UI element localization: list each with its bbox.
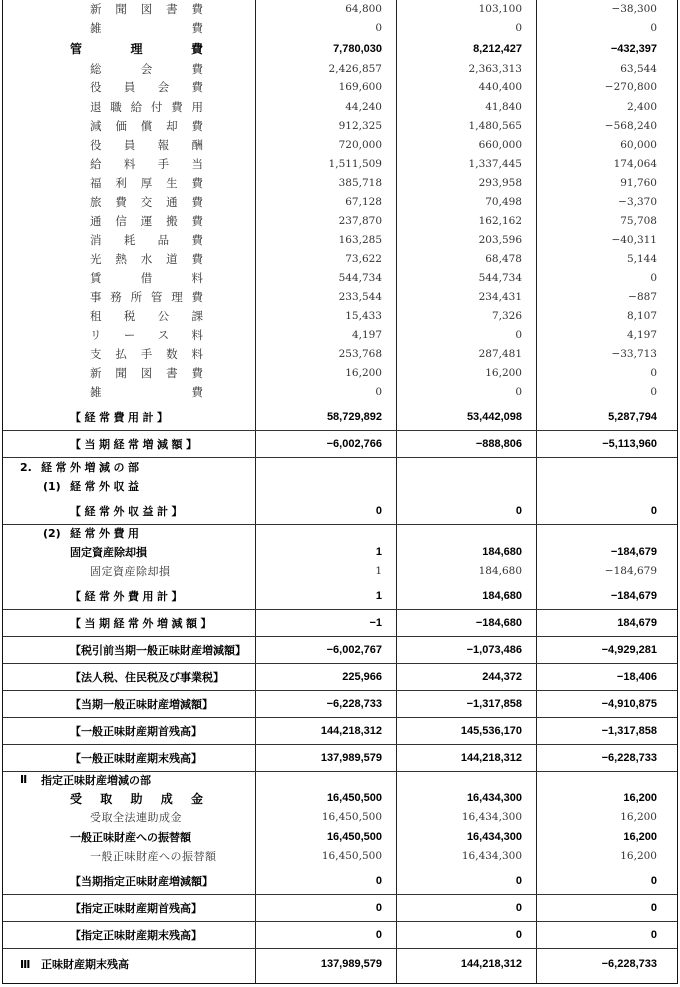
- row-label-cell: [3, 117, 255, 134]
- change-value: [536, 771, 677, 788]
- table-row: [3, 868, 677, 895]
- row-label-cell: [3, 20, 255, 36]
- row-label: 【経常費用計】: [70, 411, 172, 424]
- change-value: 0: [650, 385, 657, 398]
- change-value: −40,311: [611, 233, 657, 246]
- current-year-value: [255, 524, 396, 542]
- table-row: [3, 847, 677, 864]
- table-row: [3, 543, 677, 561]
- section-marker: Ⅲ: [20, 957, 31, 971]
- current-year-value: 1,511,509: [328, 157, 382, 170]
- table-row: [3, 404, 677, 431]
- change-value: 5,287,794: [608, 411, 657, 423]
- table-row: [3, 498, 677, 525]
- prior-year-value: 1,480,565: [468, 119, 522, 132]
- row-label: 正味財産期末残高: [41, 958, 129, 971]
- current-year-value: −6,228,733: [326, 698, 382, 710]
- row-label-cell: [3, 60, 255, 77]
- row-label-cell: [3, 155, 255, 172]
- row-label-cell: [3, 610, 255, 636]
- table-row: [3, 458, 677, 476]
- current-year-value: 169,600: [338, 81, 382, 93]
- change-value: −432,397: [610, 42, 657, 55]
- change-value: 91,760: [620, 176, 657, 189]
- table-row: [3, 60, 677, 77]
- table-row: [3, 136, 677, 153]
- row-label-cell: [3, 136, 255, 153]
- table-row: [3, 664, 677, 691]
- current-year-value: 225,966: [342, 671, 382, 683]
- row-label: 役 員 会 費: [90, 80, 203, 94]
- row-label-cell: [3, 431, 255, 457]
- change-value: −5,113,960: [602, 438, 657, 450]
- row-label-cell: [3, 543, 255, 561]
- prior-year-value: 234,431: [478, 290, 522, 303]
- row-label-cell: [3, 562, 255, 579]
- row-label-cell: [3, 922, 255, 948]
- table-row: [3, 583, 677, 610]
- change-value: −18,406: [616, 671, 657, 683]
- prior-year-value: 287,481: [478, 347, 522, 360]
- change-value: −4,929,281: [601, 644, 657, 656]
- row-label: 新 聞 図 書 費: [90, 2, 203, 16]
- change-value: [536, 477, 677, 495]
- prior-year-value: 0: [515, 328, 522, 341]
- table-row: [3, 98, 677, 115]
- change-value: 0: [650, 271, 657, 284]
- current-year-value: 0: [375, 385, 382, 398]
- current-year-value: 64,800: [345, 3, 382, 15]
- row-label: 一般正味財産への振替額: [90, 849, 217, 863]
- row-label: 固定資産除却損: [70, 546, 147, 559]
- current-year-value: 16,450,500: [326, 792, 382, 804]
- table-row: [3, 771, 677, 788]
- table-row: [3, 895, 677, 922]
- change-value: 16,200: [623, 831, 657, 843]
- change-value: 16,200: [623, 792, 657, 804]
- prior-year-value: 16,200: [485, 366, 522, 379]
- row-label-cell: [3, 789, 255, 807]
- row-label: 【当期経常増減額】: [70, 438, 201, 451]
- current-year-value: 16,200: [345, 366, 382, 379]
- current-year-value: 16,450,500: [321, 811, 382, 823]
- current-year-value: 0: [375, 22, 382, 34]
- row-label: 固定資産除却損: [90, 564, 171, 578]
- change-value: −1,317,858: [601, 725, 657, 737]
- table-row: [3, 828, 677, 846]
- change-value: 16,200: [620, 849, 657, 862]
- prior-year-value: 16,434,300: [461, 849, 522, 862]
- current-year-value: 44,240: [345, 100, 382, 113]
- current-year-value: [255, 477, 396, 495]
- row-label-cell: [3, 718, 255, 744]
- row-label-cell: [3, 583, 255, 609]
- row-label: 経常外収益: [70, 480, 143, 493]
- section-marker: (2): [43, 526, 61, 540]
- prior-year-value: 184,680: [482, 546, 522, 558]
- change-value: 4,197: [626, 328, 657, 341]
- prior-year-value: 0: [515, 22, 522, 34]
- row-label: 【指定正味財産期末残高】: [70, 929, 202, 942]
- row-label: 租 税 公 課: [90, 308, 203, 323]
- table-row: [3, 364, 677, 381]
- row-label: 経常外費用: [70, 527, 143, 540]
- current-year-value: 58,729,892: [326, 411, 382, 423]
- change-value: [536, 458, 677, 476]
- row-label-cell: [3, 231, 255, 248]
- current-year-value: 73,622: [345, 252, 382, 265]
- current-year-value: 2,426,857: [328, 62, 382, 75]
- current-year-value: −1: [369, 617, 382, 629]
- table-row: [3, 269, 677, 286]
- current-year-value: 0: [375, 505, 382, 517]
- prior-year-value: 184,680: [478, 564, 522, 577]
- table-row: [3, 949, 677, 979]
- change-value: 75,708: [620, 214, 657, 227]
- row-label-cell: [3, 174, 255, 191]
- prior-year-value: 0: [515, 902, 522, 914]
- row-label: 旅 費 交 通 費: [90, 194, 203, 209]
- row-label-cell: [3, 193, 255, 210]
- table-row: [3, 155, 677, 172]
- change-value: 2,400: [626, 100, 657, 113]
- current-year-value: 7,780,030: [333, 42, 382, 55]
- prior-year-value: [396, 477, 536, 495]
- current-year-value: 15,433: [345, 309, 382, 322]
- table-row: [3, 637, 677, 664]
- prior-year-value: 0: [515, 385, 522, 398]
- table-row: [3, 789, 677, 807]
- prior-year-value: 544,734: [478, 271, 522, 284]
- current-year-value: 163,285: [338, 233, 382, 246]
- row-label: 一般正味財産への振替額: [70, 831, 191, 844]
- prior-year-value: [396, 524, 536, 542]
- change-value: −184,679: [604, 564, 657, 577]
- row-label: 光 熱 水 道 費: [90, 251, 203, 266]
- table-row: [3, 117, 677, 134]
- change-value: 16,200: [620, 811, 657, 823]
- row-label-cell: [3, 868, 255, 894]
- change-value: [536, 524, 677, 542]
- prior-year-value: 16,434,300: [466, 792, 522, 804]
- row-label-cell: [3, 250, 255, 267]
- table-row: [3, 326, 677, 343]
- row-label-cell: [3, 691, 255, 717]
- current-year-value: 385,718: [338, 176, 382, 189]
- table-row: [3, 524, 677, 542]
- row-label-cell: [3, 269, 255, 286]
- row-label: 【一般正味財産期末残高】: [70, 752, 202, 765]
- row-label: 【当期一般正味財産増減額】: [70, 698, 213, 711]
- change-value: −568,240: [604, 119, 657, 132]
- row-label: 受 取 助 成 金: [70, 791, 203, 806]
- change-value: 174,064: [613, 157, 657, 170]
- table-row: [3, 307, 677, 324]
- row-label-cell: [3, 458, 255, 476]
- table-row: [3, 288, 677, 305]
- row-label: 【一般正味財産期首残高】: [70, 725, 202, 738]
- change-value: −184,679: [610, 546, 657, 558]
- prior-year-value: 1,337,445: [468, 157, 522, 170]
- table-row: [3, 691, 677, 718]
- current-year-value: 253,768: [338, 347, 382, 360]
- prior-year-value: −1,317,858: [466, 698, 522, 710]
- current-year-value: 1: [375, 590, 382, 602]
- table-row: [3, 20, 677, 36]
- prior-year-value: 68,478: [485, 252, 522, 265]
- table-row: [3, 922, 677, 949]
- row-label-cell: [3, 477, 255, 495]
- table-row: [3, 174, 677, 191]
- row-label: 役 員 報 酬: [90, 137, 203, 152]
- change-value: 0: [650, 929, 657, 941]
- row-label-cell: [3, 771, 255, 788]
- row-label-cell: [3, 383, 255, 400]
- row-label-cell: [3, 326, 255, 343]
- prior-year-value: 8,212,427: [473, 42, 522, 55]
- table-row: [3, 40, 677, 57]
- table-row: [3, 193, 677, 210]
- table-row: [3, 431, 677, 458]
- current-year-value: 233,544: [338, 290, 382, 303]
- current-year-value: 67,128: [345, 195, 382, 208]
- prior-year-value: 0: [515, 875, 522, 887]
- prior-year-value: −888,806: [475, 438, 522, 450]
- table-row: [3, 212, 677, 229]
- row-label: 経常外増減の部: [41, 461, 143, 474]
- prior-year-value: 0: [515, 929, 522, 941]
- current-year-value: 912,325: [338, 119, 382, 132]
- row-label: 【税引前当期一般正味財産増減額】: [70, 644, 246, 657]
- table-row: [3, 610, 677, 637]
- row-label: 消 耗 品 費: [90, 232, 203, 247]
- change-value: −6,228,733: [601, 958, 657, 970]
- change-value: 0: [650, 505, 657, 517]
- row-label-cell: [3, 828, 255, 846]
- row-label: 事 務 所 管 理 費: [90, 289, 203, 304]
- table-row: [3, 718, 677, 745]
- row-label-cell: [3, 364, 255, 381]
- row-label-cell: [3, 949, 255, 979]
- change-value: −3,370: [618, 195, 657, 208]
- row-label-cell: [3, 345, 255, 362]
- current-year-value: 137,989,579: [320, 752, 382, 764]
- row-label-cell: [3, 212, 255, 229]
- row-label-cell: [3, 847, 255, 864]
- current-year-value: 544,734: [338, 271, 382, 284]
- current-year-value: 720,000: [338, 138, 382, 151]
- row-label-cell: [3, 524, 255, 542]
- prior-year-value: 41,840: [485, 100, 522, 113]
- change-value: −38,300: [611, 3, 657, 15]
- change-value: −33,713: [611, 347, 657, 360]
- section-marker: (1): [43, 479, 61, 493]
- section-marker: Ⅱ: [20, 773, 28, 786]
- statement-table: [2, 0, 678, 984]
- prior-year-value: 7,326: [491, 309, 522, 322]
- row-label: 管 理 費: [70, 42, 203, 56]
- change-value: −4,910,875: [601, 698, 657, 710]
- change-value: 0: [650, 22, 657, 34]
- table-row: [3, 808, 677, 826]
- row-label: 福 利 厚 生 費: [90, 175, 203, 190]
- row-label: 受取全法連助成金: [90, 811, 182, 824]
- row-label: 通 信 運 搬 費: [90, 213, 203, 228]
- change-value: 0: [650, 366, 657, 379]
- row-label-cell: [3, 79, 255, 95]
- row-label-cell: [3, 307, 255, 324]
- change-value: 63,544: [620, 62, 657, 75]
- prior-year-value: 293,958: [478, 176, 522, 189]
- row-label-cell: [3, 288, 255, 305]
- prior-year-value: 0: [515, 505, 522, 517]
- current-year-value: 0: [375, 929, 382, 941]
- change-value: −6,228,733: [601, 752, 657, 764]
- row-label-cell: [3, 40, 255, 57]
- table-row: [3, 231, 677, 248]
- row-label: 【経常外費用計】: [70, 590, 186, 603]
- table-row: [3, 477, 677, 495]
- row-label: 【法人税、住民税及び事業税】: [70, 671, 224, 684]
- prior-year-value: 203,596: [478, 233, 522, 246]
- current-year-value: 144,218,312: [320, 725, 382, 737]
- prior-year-value: 145,536,170: [460, 725, 522, 737]
- prior-year-value: 70,498: [485, 195, 522, 208]
- current-year-value: 1: [375, 564, 382, 577]
- row-label: 【当期指定正味財産増減額】: [70, 875, 213, 888]
- row-label: 減 価 償 却 費: [90, 118, 203, 133]
- row-label-cell: [3, 98, 255, 115]
- change-value: 5,144: [626, 252, 657, 265]
- current-year-value: [255, 771, 396, 788]
- prior-year-value: 440,400: [478, 81, 522, 93]
- row-label: 雑 費: [90, 384, 203, 399]
- current-year-value: −6,002,767: [326, 644, 382, 656]
- prior-year-value: 660,000: [478, 138, 522, 151]
- table-row: [3, 1, 677, 17]
- current-year-value: 0: [375, 902, 382, 914]
- change-value: −270,800: [604, 81, 657, 93]
- change-value: 8,107: [626, 309, 657, 322]
- current-year-value: 1: [375, 546, 382, 558]
- change-value: 0: [650, 875, 657, 887]
- change-value: 0: [650, 902, 657, 914]
- table-row: [3, 250, 677, 267]
- current-year-value: [255, 458, 396, 476]
- prior-year-value: 184,680: [482, 590, 522, 602]
- change-value: 60,000: [620, 138, 657, 151]
- row-label-cell: [3, 498, 255, 524]
- row-label-cell: [3, 895, 255, 921]
- row-label: 指定正味財産増減の部: [41, 773, 151, 787]
- prior-year-value: 144,218,312: [460, 958, 522, 970]
- row-label: 賃 借 料: [90, 270, 203, 285]
- current-year-value: 16,450,500: [321, 849, 382, 862]
- current-year-value: 4,197: [351, 328, 382, 341]
- row-label-cell: [3, 808, 255, 826]
- prior-year-value: [396, 458, 536, 476]
- row-label-cell: [3, 404, 255, 430]
- current-year-value: 0: [375, 875, 382, 887]
- row-label-cell: [3, 1, 255, 17]
- prior-year-value: 2,363,313: [468, 62, 522, 75]
- change-value: 184,679: [617, 617, 657, 629]
- change-value: −887: [628, 290, 657, 303]
- current-year-value: 237,870: [338, 214, 382, 227]
- row-label: 【指定正味財産期首残高】: [70, 902, 202, 915]
- prior-year-value: 144,218,312: [460, 752, 522, 764]
- prior-year-value: 53,442,098: [466, 411, 522, 423]
- row-label: 新 聞 図 書 費: [90, 365, 203, 380]
- row-label: 退 職 給 付 費 用: [90, 99, 203, 114]
- row-label-cell: [3, 745, 255, 771]
- prior-year-value: −184,680: [475, 617, 522, 629]
- current-year-value: −6,002,766: [326, 438, 382, 450]
- prior-year-value: 16,434,300: [461, 811, 522, 823]
- row-label: 【経常外収益計】: [70, 505, 186, 518]
- row-label: リ ー ス 料: [90, 327, 203, 342]
- row-label: 給 料 手 当: [90, 156, 203, 171]
- row-label: 支 払 手 数 料: [90, 346, 203, 361]
- table-row: [3, 562, 677, 579]
- table-row: [3, 345, 677, 362]
- row-label: 総 会 費: [90, 61, 203, 76]
- current-year-value: 137,989,579: [320, 958, 382, 970]
- row-label: 【当期経常外増減額】: [70, 617, 215, 630]
- row-label-cell: [3, 637, 255, 663]
- row-label-cell: [3, 664, 255, 690]
- change-value: −184,679: [610, 590, 657, 602]
- prior-year-value: 16,434,300: [466, 831, 522, 843]
- section-marker: 2.: [20, 460, 32, 474]
- prior-year-value: 244,372: [482, 671, 522, 683]
- row-label: 雑 費: [90, 21, 203, 35]
- table-row: [3, 745, 677, 772]
- table-row: [3, 383, 677, 400]
- prior-year-value: −1,073,486: [466, 644, 522, 656]
- prior-year-value: 103,100: [478, 3, 522, 15]
- prior-year-value: [396, 771, 536, 788]
- table-row: [3, 79, 677, 95]
- current-year-value: 16,450,500: [326, 831, 382, 843]
- prior-year-value: 162,162: [478, 214, 522, 227]
